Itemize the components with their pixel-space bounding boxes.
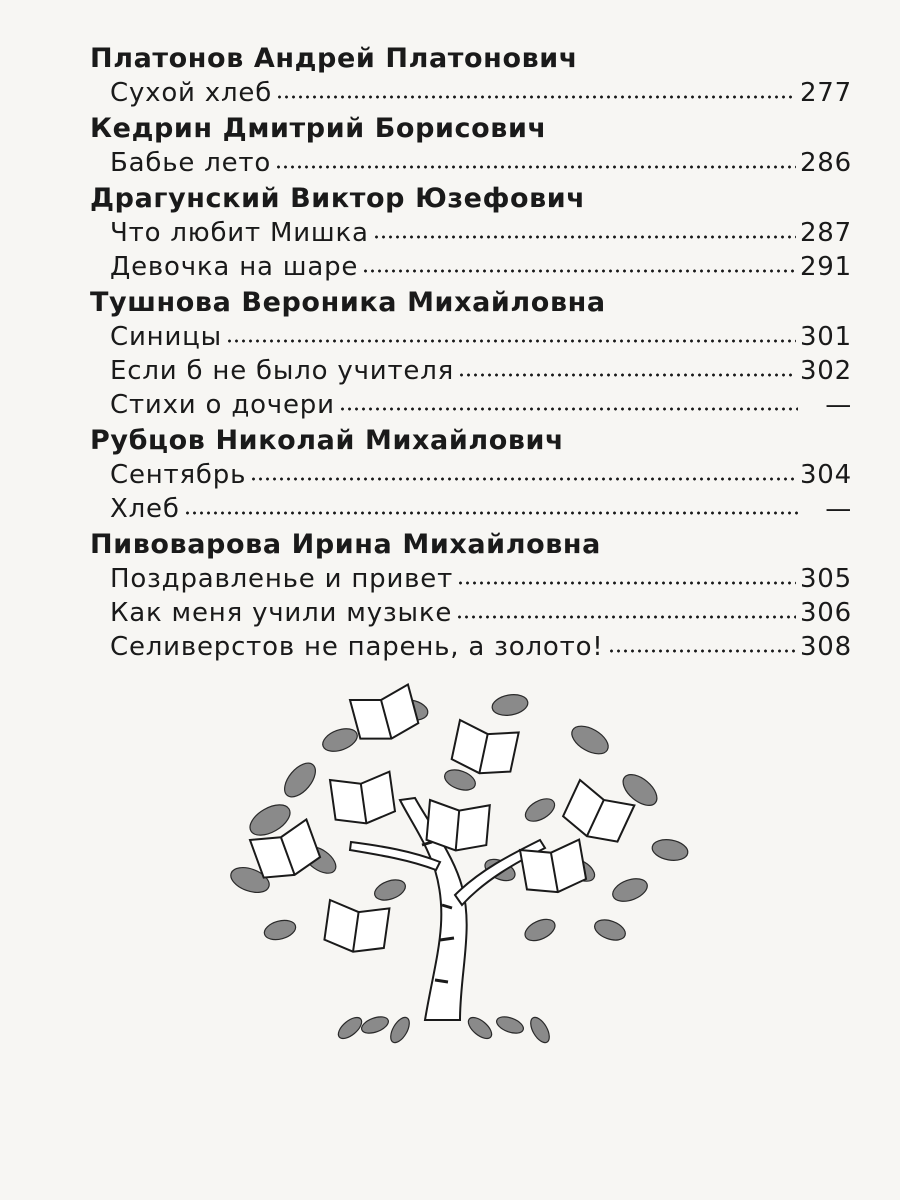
dot-leader xyxy=(362,267,796,275)
toc-section xyxy=(90,286,852,422)
entry-title: Синицы xyxy=(110,322,222,352)
dot-leader xyxy=(457,579,796,587)
toc-entry xyxy=(90,320,852,354)
book-icon xyxy=(323,900,389,956)
toc-entry xyxy=(90,492,852,526)
dot-leader xyxy=(456,613,796,621)
entry-page: 301 xyxy=(799,322,852,352)
entry-title: Селиверстов не парень, а золото! xyxy=(110,632,604,662)
entry-title: Что любит Мишка xyxy=(110,218,369,248)
dot-leader xyxy=(373,233,796,241)
entry-title: Сентябрь xyxy=(110,460,247,490)
dot-leader xyxy=(339,405,798,413)
dot-leader xyxy=(276,93,796,101)
dot-leader xyxy=(275,163,796,171)
author-name: Пивоварова Ирина Михайловна xyxy=(90,529,601,560)
dot-leader xyxy=(184,509,798,517)
table-of-contents xyxy=(90,40,852,664)
author-name: Драгунский Виктор Юзефович xyxy=(90,183,586,214)
toc-entry xyxy=(90,76,852,110)
author-name: Рубцов Николай Михайлович xyxy=(90,425,565,456)
author-name: Кедрин Дмитрий Борисович xyxy=(90,113,547,144)
book-tree-illustration xyxy=(210,680,710,1080)
toc-section xyxy=(90,112,852,180)
toc-entry xyxy=(90,596,852,630)
dot-leader xyxy=(250,475,796,483)
entry-page: 308 xyxy=(799,632,852,662)
entry-title: Если б не было учителя xyxy=(110,356,455,386)
entry-page: 291 xyxy=(799,252,852,282)
entry-title: Как меня учили музыке xyxy=(110,598,453,628)
book-icon xyxy=(330,772,396,828)
toc-entry xyxy=(90,146,852,180)
entry-page: 302 xyxy=(799,356,852,386)
dot-leader xyxy=(458,371,796,379)
entry-page: — xyxy=(825,390,852,420)
author-name: Тушнова Вероника Михайловна xyxy=(90,287,606,318)
toc-entry xyxy=(90,630,852,664)
toc-entry xyxy=(90,216,852,250)
dot-leader xyxy=(608,647,796,655)
entry-title: Сухой хлеб xyxy=(110,78,273,108)
entry-title: Поздравленье и привет xyxy=(110,564,454,594)
toc-entry xyxy=(90,458,852,492)
entry-title: Хлеб xyxy=(110,494,180,524)
toc-entry xyxy=(90,354,852,388)
entry-title: Стихи о дочери xyxy=(110,390,335,420)
entry-page: 287 xyxy=(799,218,852,248)
entry-page: 305 xyxy=(799,564,852,594)
toc-entry xyxy=(90,388,852,422)
toc-section xyxy=(90,182,852,284)
book-icon xyxy=(560,780,635,849)
toc-section xyxy=(90,528,852,664)
toc-section xyxy=(90,42,852,110)
toc-entry xyxy=(90,250,852,284)
book-icon xyxy=(350,684,420,746)
author-name: Платонов Андрей Платонович xyxy=(90,43,578,74)
toc-entry xyxy=(90,562,852,596)
entry-page: — xyxy=(825,494,852,524)
toc-section xyxy=(90,424,852,526)
entry-page: 306 xyxy=(799,598,852,628)
entry-page: 304 xyxy=(799,460,852,490)
entry-page: 277 xyxy=(799,78,852,108)
entry-page: 286 xyxy=(799,148,852,178)
entry-title: Бабье лето xyxy=(110,148,272,178)
dot-leader xyxy=(226,337,796,345)
entry-title: Девочка на шаре xyxy=(110,252,359,282)
